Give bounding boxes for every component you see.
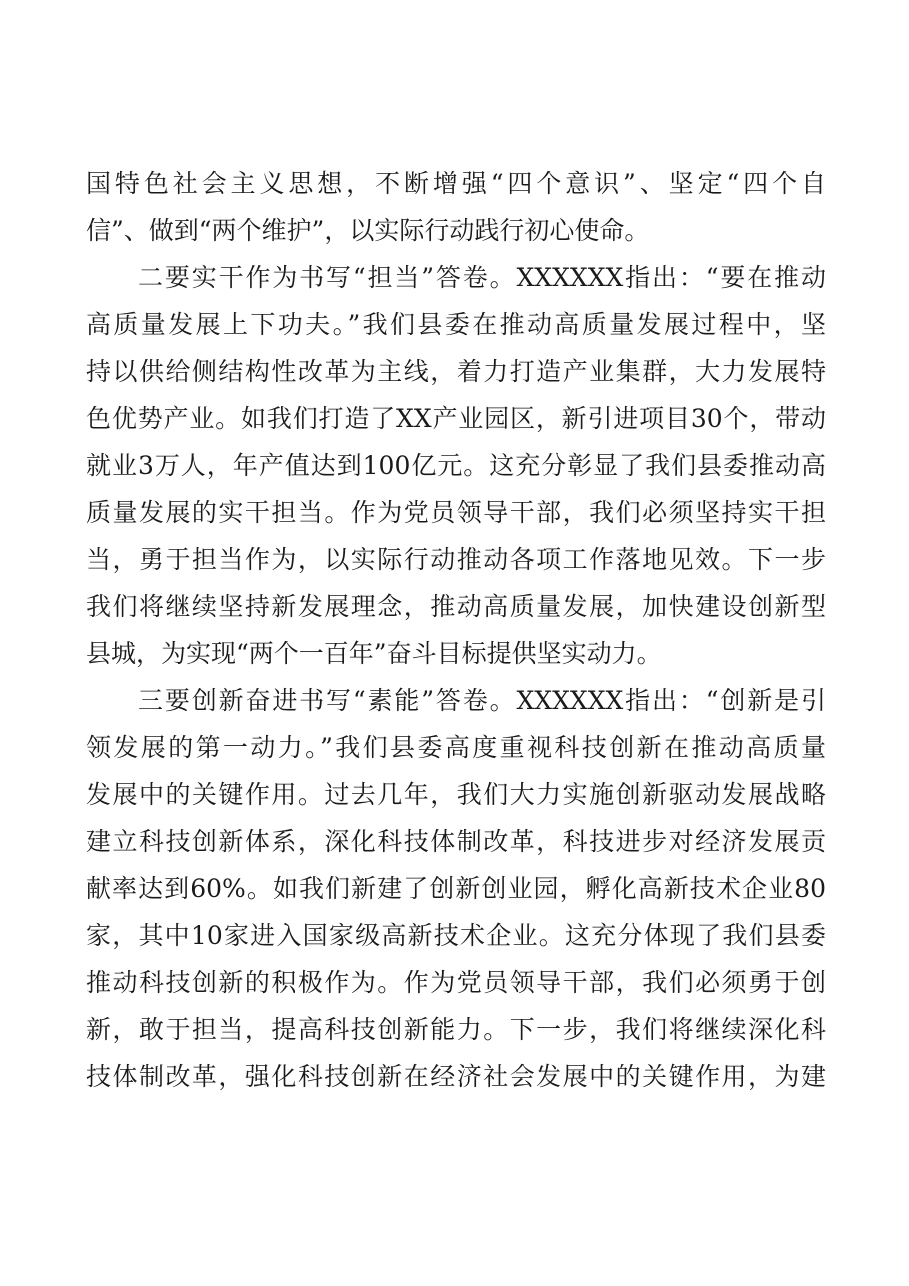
paragraph-first-line: 二要实干作为书写“担当”答卷。XXXXXX指出：“要在推动	[138, 263, 826, 292]
paragraph-first-line: 三要创新奋进书写“素能”答卷。XXXXXX指出：“创新是引	[138, 686, 826, 715]
text-line: 推动科技创新的积极作为。作为党员领导干部，我们必须勇于创	[86, 968, 826, 997]
text-line: 领发展的第一动力。”我们县委高度重视科技创新在推动高质量	[86, 733, 826, 762]
text-line: 建立科技创新体系，深化科技体制改革，科技进步对经济发展贡	[86, 827, 826, 856]
text-line: 发展中的关键作用。过去几年，我们大力实施创新驱动发展战略	[86, 780, 826, 809]
text-line: 技体制改革，强化科技创新在经济社会发展中的关键作用，为建	[86, 1062, 826, 1091]
document-body	[86, 160, 826, 1100]
text-line: 县城，为实现“两个一百年”奋斗目标提供坚实动力。	[86, 639, 662, 668]
text-line: 持以供给侧结构性改革为主线，着力打造产业集群，大力发展特	[86, 357, 826, 386]
text-line: 家，其中10家进入国家级高新技术企业。这充分体现了我们县委	[86, 921, 826, 950]
text-line: 献率达到60%。如我们新建了创新创业园，孵化高新技术企业80	[86, 874, 826, 903]
text-line: 国特色社会主义思想，不断增强“四个意识”、坚定“四个自	[86, 169, 826, 198]
text-line: 质量发展的实干担当。作为党员领导干部，我们必须坚持实干担	[86, 498, 826, 527]
text-line: 新，敢于担当，提高科技创新能力。下一步，我们将继续深化科	[86, 1015, 826, 1044]
text-line: 高质量发展上下功夫。”我们县委在推动高质量发展过程中，坚	[86, 310, 826, 339]
text-line: 我们将继续坚持新发展理念，推动高质量发展，加快建设创新型	[86, 592, 826, 621]
text-line: 信”、做到“两个维护”，以实际行动践行初心使命。	[86, 216, 650, 245]
text-line: 当，勇于担当作为，以实际行动推动各项工作落地见效。下一步	[86, 545, 826, 574]
text-line: 色优势产业。如我们打造了XX产业园区，新引进项目30个，带动	[86, 404, 826, 433]
text-line: 就业3万人，年产值达到100亿元。这充分彰显了我们县委推动高	[86, 451, 826, 480]
